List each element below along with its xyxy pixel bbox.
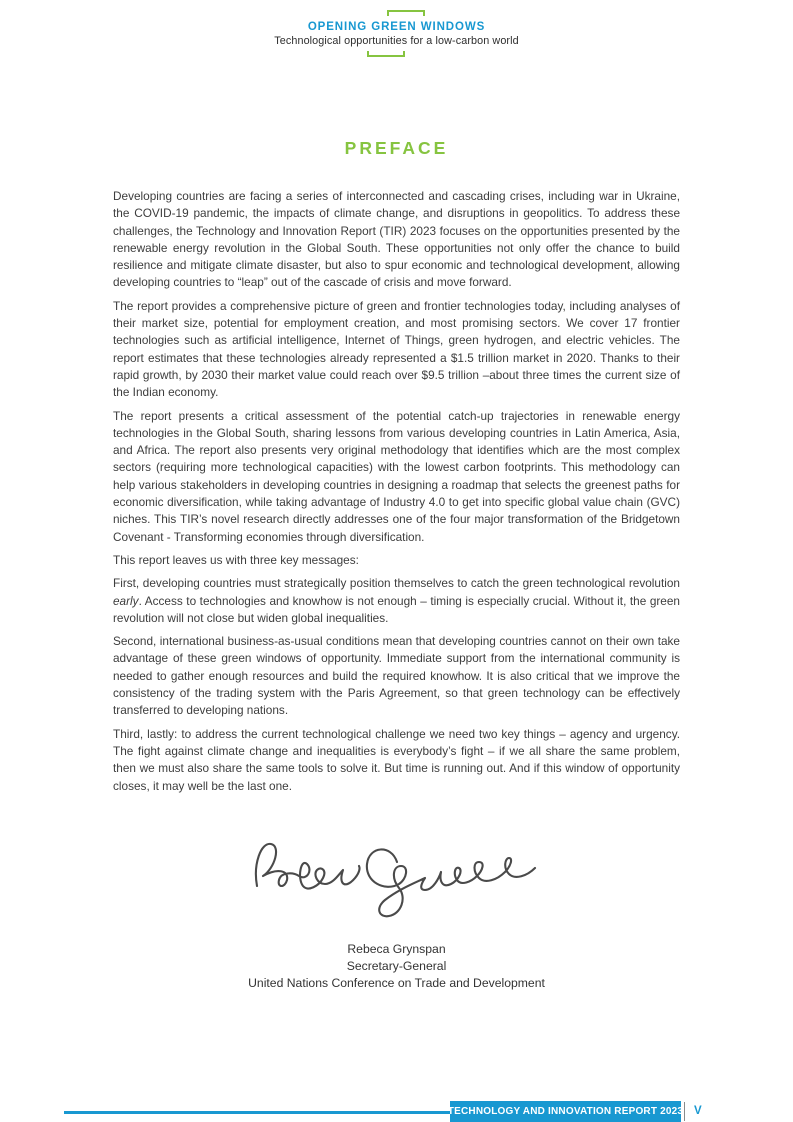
signer-title: Secretary-General — [346, 959, 447, 973]
signer-identity — [0, 941, 793, 992]
signature-scrawl-icon — [247, 828, 547, 920]
footer-page-number: V — [694, 1105, 702, 1117]
brand-title: OPENING GREEN WINDOWS — [307, 21, 486, 33]
paragraph: Second, international business-as-usual conditions mean that developing countries cannot on their own take advantage of these green windows of opportunity. Immediate support from the international community is needed to gather enough resources and build the required knowhow. It is also critical that we improve the consistency of the trading system with the Paris Agreement, so that green technology can be effectively transferred to developing nations. — [113, 634, 680, 718]
brand-subtitle: Technological opportunities for a low-carbon world — [274, 35, 519, 47]
paragraph: Third, lastly: to address the current technological challenge we need two key things – agency and urgency. The fight against climate change and inequalities is everybody’s fight – if we all share the same problem, then we must also share the same tools to solve it. But time is running out. And if this window of opportunity closes, it may well be the last one. — [113, 726, 680, 793]
report-brand-header — [0, 10, 793, 57]
paragraph: The report provides a comprehensive picture of green and frontier technologies today, including analyses of their market size, potential for employment creation, and most promising sectors. We cover 17 frontier technologies such as artificial intelligence, Internet of Things, green hydrogen, and electric vehicles. The report estimates that these technologies already represented a $1.5 trillion market in 2020. Thanks to their rapid growth, by 2030 their market value could reach over $9.5 trillion –about three times the current size of the Indian economy. — [113, 298, 680, 400]
footer-rule — [64, 1111, 452, 1114]
signer-name: Rebeca Grynspan — [347, 942, 446, 956]
signature-image — [0, 828, 793, 925]
footer-report-title: TECHNOLOGY AND INNOVATION REPORT 2023 — [450, 1101, 681, 1122]
preface-paragraphs — [113, 188, 680, 801]
window-bracket-top-icon — [387, 10, 425, 16]
page-title: PREFACE — [344, 138, 449, 158]
signer-organization: United Nations Conference on Trade and Development — [248, 976, 545, 990]
paragraph: Developing countries are facing a series of interconnected and cascading crises, including war in Ukraine, the COVID-19 pandemic, the impacts of climate change, and disruptions in geopolitics. To address these challenges, the Technology and Innovation Report (TIR) 2023 focuses on the opportunities presented by the renewable energy revolution in the Global South. These opportunities not only offer the chance to build resilience and mitigate climate disaster, but also to spur economic and technological development, allowing developing countries to “leap” out of the cascade of crisis and move forward. — [113, 189, 680, 290]
paragraph: This report leaves us with three key messages: — [113, 552, 359, 567]
window-bracket-bottom-icon — [367, 51, 405, 57]
footer-divider — [684, 1102, 685, 1121]
paragraph: First, developing countries must strategically position themselves to catch the green technological revolution early. Access to technologies and knowhow is not enough – timing is especially crucial. Without it, the green revolution will not close but widen global inequalities. — [113, 576, 680, 625]
paragraph: The report presents a critical assessment of the potential catch-up trajectories in renewable energy technologies in the Global South, sharing lessons from various developing countries in Latin America, Asia, and Africa. The report also presents very original methodology that identifies which are the most complex sectors (requiring more technological capacities) with the lowest carbon footprints. This methodology can help various stakeholders in developing countries in designing a roadmap that selects the greenest paths for economic diversification, while taking advantage of Industry 4.0 to get into specific global value chain (GVC) niches. This TIR’s novel research directly addresses one of the four major transformation of the Bridgetown Covenant - Transforming economies through diversification. — [113, 408, 680, 544]
